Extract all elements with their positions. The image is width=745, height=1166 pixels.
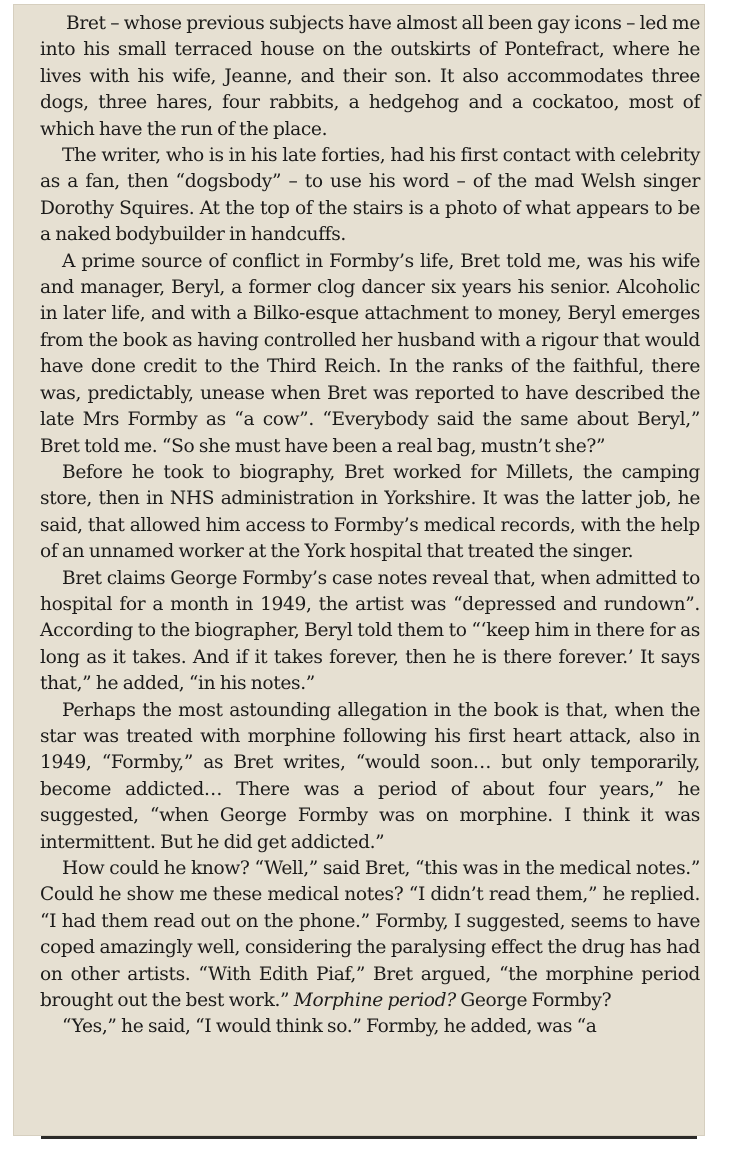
paragraph-7-italic-question: Morphine period?: [293, 990, 456, 1012]
article-paragraph-8: “Yes,” he said, “I would think so.” Formby, he added, was “a: [62, 1016, 597, 1038]
paragraph-7-text: How could he know? “Well,” said Bret, “this was in the medical notes.” Could he show me these medical notes? “I didn’t read them,” he replied. “I had them read out on the phone.” Formby, I suggested, seems to have coped amazingly well, considering the paralysing effect the drug has had on other artists. “With Edith Piaf,” Bret argued, “the morphine period brought out the best work.”: [40, 858, 700, 1012]
article-column: [40, 11, 700, 1041]
paragraph-7-after: George Formby?: [460, 990, 612, 1012]
article-paragraph-7: [40, 856, 700, 1014]
article-paragraph-5: Bret claims George Formby’s case notes reveal that, when admitted to hospital for a month in 1949, the artist was “depressed and rundown”. According to the biographer, Beryl told them to “‘keep him in there for as long as it takes. And if it takes forever, then he is there forever.’ It says that,” he added, “in his notes.”: [40, 567, 700, 695]
article-paragraph-2: The writer, who is in his late forties, had his first contact with celebrity as a fan, then “dogsbody” – to use his word – of the mad Welsh singer Dorothy Squires. At the top of the stairs is a photo of what appears to be a naked bodybuilder in handcuffs.: [40, 145, 700, 246]
article-paragraph-3: A prime source of conflict in Formby’s life, Bret told me, was his wife and manager, Beryl, a former clog dancer six years his senior. Alcoholic in later life, and with a Bilko-esque attachment to money, Beryl emerges from the book as having controlled her husband with a rigour that would have done credit to the Third Reich. In the ranks of the faithful, there was, predictably, unease when Bret was reported to have described the late Mrs Formby as “a cow”. “Everybody said the same about Beryl,” Bret told me. “So she must have been a real bag, mustn’t she?”: [40, 250, 700, 457]
newspaper-clipping: [13, 4, 705, 1136]
article-paragraph-1: Bret – whose previous subjects have almost all been gay icons – led me into his small terraced house on the outskirts of Pontefract, where he lives with his wife, Jeanne, and their son. It also accommodates three dogs, three hares, four rabbits, a hedgehog and a cockatoo, most of which have the run of the place.: [40, 13, 700, 140]
article-paragraph-4: Before he took to biography, Bret worked for Millets, the camping store, then in NHS administration in Yorkshire. It was the latter job, he said, that allowed him access to Formby’s medical records, with the help of an unnamed worker at the York hospital that treated the singer.: [40, 461, 700, 563]
article-paragraph-6: Perhaps the most astounding allegation in the book is that, when the star was treated with morphine following his first heart attack, also in 1949, “Formby,” as Bret writes, “would soon… but only temporarily, become addicted… There was a period of about four years,” he suggested, “when George Formby was on morphine. I think it was intermittent. But he did get addicted.”: [40, 699, 700, 853]
